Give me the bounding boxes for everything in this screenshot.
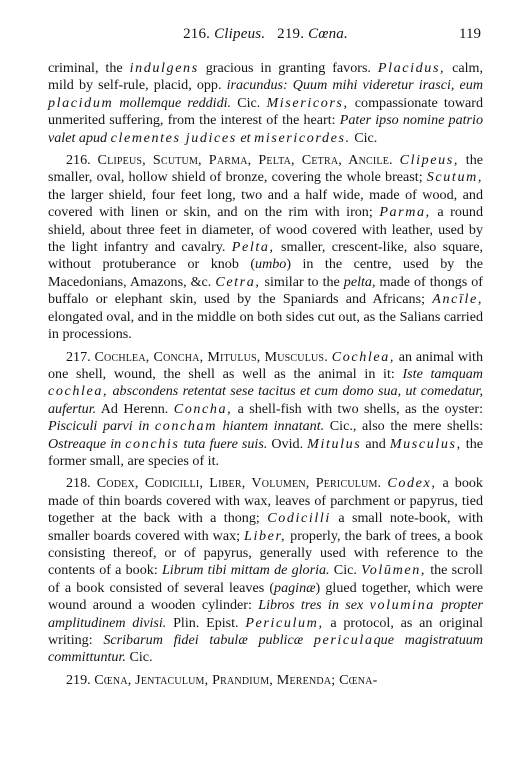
- text: Cic.: [329, 562, 362, 579]
- term: Misericors,: [266, 94, 349, 111]
- running-title-num-right: 219.: [277, 26, 305, 42]
- entry-heading: Cochlea, Concha, Mitulus, Musculus.: [94, 348, 328, 365]
- term: misericordes.: [254, 129, 351, 146]
- entry-number: 217.: [66, 348, 91, 365]
- term: Liber,: [244, 527, 287, 544]
- text: and: [361, 435, 390, 452]
- term: Codicilli: [267, 510, 331, 527]
- term: volumina: [369, 597, 435, 614]
- text: a small note-book, with smaller boards covered with wax;: [48, 510, 483, 544]
- term: concham: [154, 418, 217, 435]
- term: Cochlea,: [331, 348, 395, 365]
- latin-quote: Iste tamquam: [402, 365, 483, 382]
- text: a round shield, about three feet in diameter, of wood covered with leather, used by the light infantry and cavalry.: [48, 204, 484, 256]
- latin-word: pelta,: [343, 273, 376, 290]
- latin-quote: iracundus: Quum mihi videretur irasci, eum: [226, 77, 483, 94]
- term: Periculum,: [245, 614, 324, 631]
- entry-216: [48, 152, 483, 343]
- text: ) glued together, which were wound around a wooden cylinder:: [48, 579, 483, 614]
- latin-quote: Ostreaque in: [48, 435, 126, 452]
- text: compassionate toward unmerited suffering, from the interest of the heart:: [48, 94, 483, 129]
- term: indulgens: [129, 60, 199, 76]
- term: Codex,: [387, 475, 437, 492]
- running-title-num-left: 216.: [183, 26, 211, 42]
- entry-heading: Codex, Codicilli, Liber, Volumen, Periculum.: [96, 475, 382, 492]
- entry-number: 219.: [66, 671, 91, 688]
- text: ) in the centre, used by the Macedonians, Amazons, &c.: [48, 256, 483, 290]
- term: Volūmen,: [361, 562, 426, 579]
- text: a book made of thin boards covered with wax, leaves of parchment or papyrus, tied together at the back with a thong;: [48, 475, 483, 527]
- term: Mitulus: [307, 435, 362, 452]
- page-body: [48, 60, 483, 689]
- text: criminal, the: [48, 60, 130, 76]
- term: Placidus,: [377, 60, 446, 76]
- running-title-word-left: Clipeus.: [214, 26, 266, 42]
- text: an animal with one shell, wound, the shell as well as the animal in it:: [48, 348, 483, 382]
- term: Ancīle,: [432, 291, 483, 308]
- latin-quote: Scribarum fidei tabulæ publicæ: [103, 632, 314, 648]
- text: calm, mild by self-rule, placid, opp.: [48, 60, 484, 94]
- text: similar to the: [260, 273, 344, 290]
- entry-number: 218.: [66, 475, 91, 492]
- term: cochlea,: [48, 383, 109, 400]
- latin-quote: mollemque reddidi.: [113, 94, 232, 111]
- term: Pelta,: [231, 239, 275, 256]
- term: clementes judices: [110, 129, 237, 146]
- page-number: 119: [459, 26, 481, 42]
- latin-quote: abscondens retentat sese tacitus et cum domo sua, ut comedatur, aufertur.: [48, 383, 483, 417]
- text: made of thongs of buffalo or elephant skin, used by the Spaniards and Africans;: [48, 273, 483, 308]
- text: elongated oval, and in the middle on both sides cut out, as the Salians carried in processions.: [48, 308, 483, 343]
- running-title-word-right: Cœna.: [308, 26, 348, 42]
- text: Plin. Epist.: [166, 614, 246, 631]
- latin-quote: que magistratuum committuntur.: [48, 632, 483, 666]
- text: Cic.: [350, 129, 378, 146]
- paragraph-continued: [48, 60, 483, 147]
- running-title: [48, 26, 483, 43]
- text: the smaller, oval, hollow shield of bronze, covering the whole breast;: [48, 152, 483, 186]
- text: properly, the bark of trees, a book consisting thereof, or of papyrus, generally used with reference to the contents of a book:: [48, 527, 483, 579]
- text: Ad Herenn.: [96, 400, 174, 417]
- term: Cetra,: [215, 273, 261, 290]
- entry-217: [48, 349, 483, 471]
- latin-quote: hiantem innatant.: [216, 418, 325, 435]
- text: Cic.: [231, 94, 267, 111]
- text: Cic.: [125, 649, 153, 666]
- latin-word: umbo: [255, 256, 287, 273]
- latin-quote: propter amplitudinem divisi.: [48, 597, 483, 631]
- latin-quote: et: [236, 129, 255, 146]
- term: pericula: [313, 632, 374, 648]
- latin-quote: tuta fuere suis.: [179, 435, 268, 452]
- text: the scroll of a book consisted of several leaves (: [48, 562, 483, 596]
- term: Parma,: [379, 204, 431, 221]
- text: a shell-fish with two shells, as the oyster:: [232, 400, 483, 417]
- latin-word: paginæ: [274, 579, 316, 596]
- latin-quote: Librum tibi mittam de gloria.: [161, 562, 330, 579]
- term: Scutum,: [426, 169, 483, 186]
- entry-number: 216.: [66, 152, 91, 169]
- term: Concha,: [173, 400, 233, 417]
- text: the former small, are species of it.: [48, 435, 484, 469]
- entry-219: [48, 672, 483, 689]
- text: Cic., also the mere shells:: [324, 418, 483, 435]
- term: Clipeus,: [399, 152, 459, 169]
- latin-quote: Libros tres in sex: [258, 597, 370, 614]
- term: placidum: [48, 94, 114, 111]
- entry-218: [48, 475, 483, 666]
- entry-heading: Cœna, Jentaculum, Prandium, Merenda; Cœna-: [94, 671, 378, 688]
- text: a protocol, as an original writing:: [48, 614, 483, 648]
- term: Musculus,: [389, 435, 462, 452]
- term: conchis: [125, 435, 180, 452]
- text: the larger shield, four feet long, two and a half wide, made of wood, and covered with linen or skin, and on the rim with iron;: [48, 186, 483, 221]
- text: smaller, crescent-like, also square, without protuberance or knob (: [48, 239, 483, 273]
- text: gracious in granting favors.: [198, 60, 378, 76]
- latin-quote: Pater ipso nomine patrio valet apud: [48, 112, 483, 146]
- text: Ovid.: [267, 435, 308, 452]
- latin-quote: Pisciculi parvi in: [48, 418, 155, 435]
- running-header: [48, 26, 483, 50]
- entry-heading: Clipeus, Scutum, Parma, Pelta, Cetra, Ancile.: [97, 152, 393, 169]
